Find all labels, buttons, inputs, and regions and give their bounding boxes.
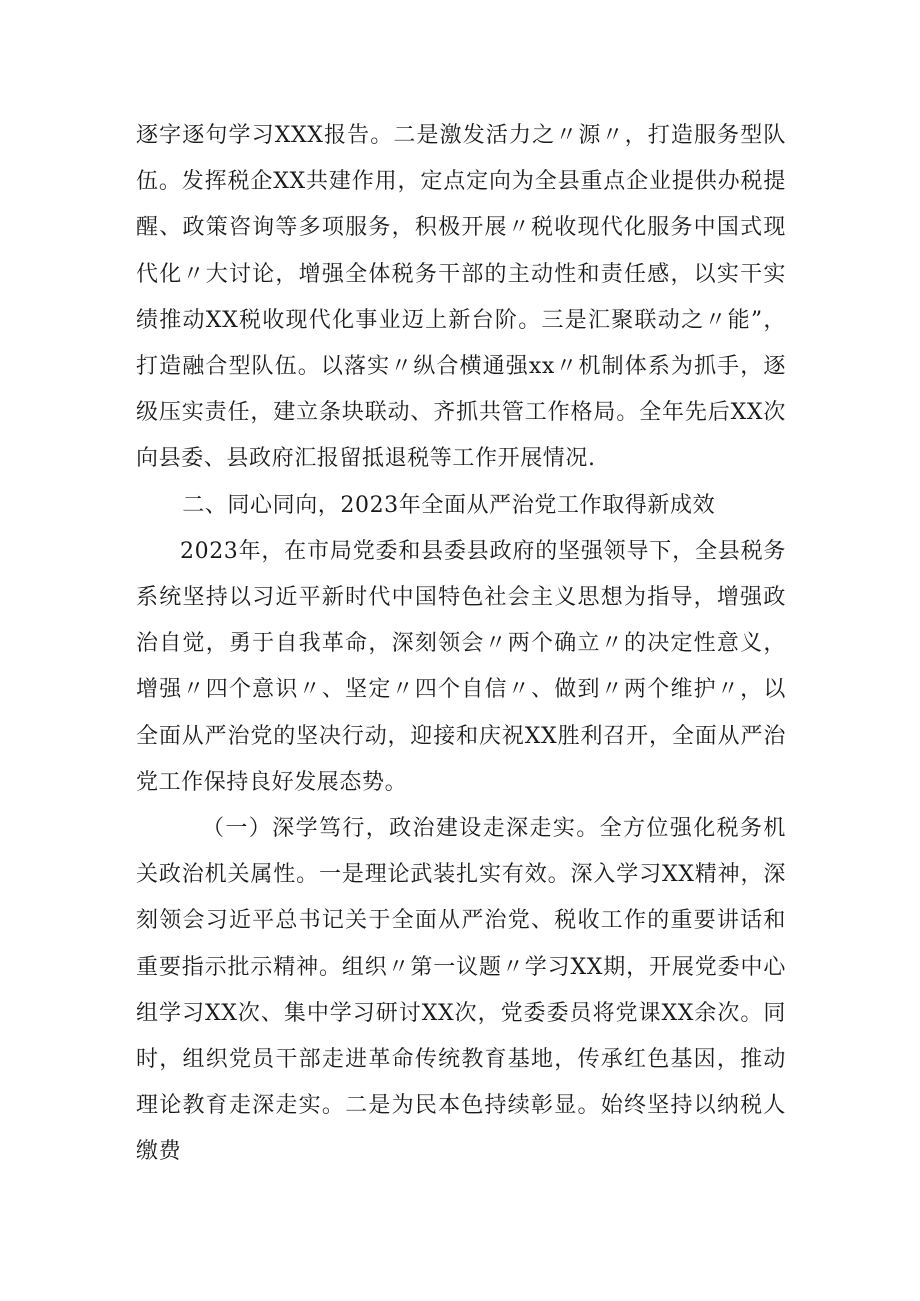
document-body xyxy=(136,113,786,1176)
section-heading: 二、同心同向，2023年全面从严治党工作取得新成效 xyxy=(182,492,716,518)
paragraph-continuation: 逐字逐句学习XXX报告。二是激发活力之〃源〃，打造服务型队伍。发挥税企XX共建作用，定点定向为全县重点企业提供办税提醒、政策咨询等多项服务，积极开展〃税收现代化服务中国式现代化〃大讨论，增强全体税务干部的主动性和责任感，以实干实绩推动XX税收现代化事业迈上新台阶。三是汇聚联动之〃能”，打造融合型队伍。以落实〃纵合横通强xx〃机制体系为抓手，逐级压实责任，建立条块联动、齐抓共管工作格局。全年先后XX次向县委、县政府汇报留抵退税等工作开展情况. xyxy=(136,123,786,472)
paragraph-subsection: （一）深学笃行，政治建设走深走实。全方位强化税务机关政治机关属性。一是理论武装扎实有效。深入学习XX精神，深刻领会习近平总书记关于全面从严治党、税收工作的重要讲话和重要指示批示精神。组织〃第一议题〃学习XX期，开展党委中心组学习XX次、集中学习研讨XX次，党委委员将党课XX余次。同时，组织党员干部走进革命传统教育基地，传承红色基因，推动理论教育走深走实。二是为民本色持续彰显。始终坚持以纳税人缴费 xyxy=(136,816,786,1165)
paragraph-body: 2023年，在市局党委和县委县政府的坚强领导下，全县税务系统坚持以习近平新时代中国特色社会主义思想为指导，增强政治自觉，勇于自我革命，深刻领会〃两个确立〃的决定性意义，增强〃四个意识〃、坚定〃四个自信〃、做到〃两个维护〃，以全面从严治党的坚决行动，迎接和庆祝XX胜利召开，全面从严治党工作保持良好发展态势。 xyxy=(136,538,786,795)
